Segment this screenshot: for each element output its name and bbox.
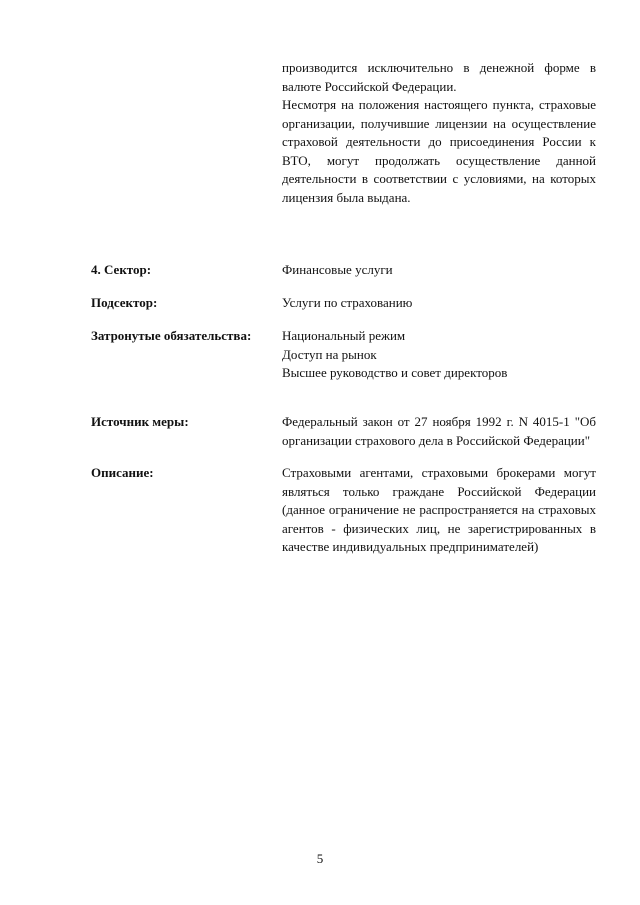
page-number: 5	[316, 851, 324, 866]
obligations-list	[282, 327, 596, 383]
description-value: Страховыми агентами, страховыми брокерами могут являться только граждане Российской Федерации (данное ограничение не распространяется на страховых агентов - физических лиц, не зарегистрированных в качестве индивидуальных предпринимателей)	[282, 465, 596, 554]
source-value: Федеральный закон от 27 ноября 1992 г. N 4015-1 "Об организации страхового дела в Российской Федерации"	[282, 414, 596, 448]
subsector-label: Подсектор:	[91, 295, 158, 310]
paragraph-continuation: производится исключительно в денежной форме в валюте Российской Федерации.	[282, 60, 596, 94]
paragraph-wto-licenses: Несмотря на положения настоящего пункта, страховые организации, получившие лицензии на осуществление страховой деятельности до присоединения России к ВТО, могут продолжать осуществление данной деятельности в соответствии с условиями, на которых лицензия была выдана.	[282, 97, 596, 205]
obligations-label: Затронутые обязательства:	[91, 328, 252, 343]
description-label: Описание:	[91, 465, 154, 480]
obligation-item: Национальный режим	[282, 328, 406, 343]
subsector-value: Услуги по страхованию	[282, 295, 413, 310]
source-label: Источник меры:	[91, 414, 189, 429]
obligation-item: Доступ на рынок	[282, 346, 377, 362]
obligation-item: Высшее руководство и совет директоров	[282, 365, 508, 380]
sector-value: Финансовые услуги	[282, 262, 393, 277]
sector-label: 4. Сектор:	[91, 262, 152, 277]
